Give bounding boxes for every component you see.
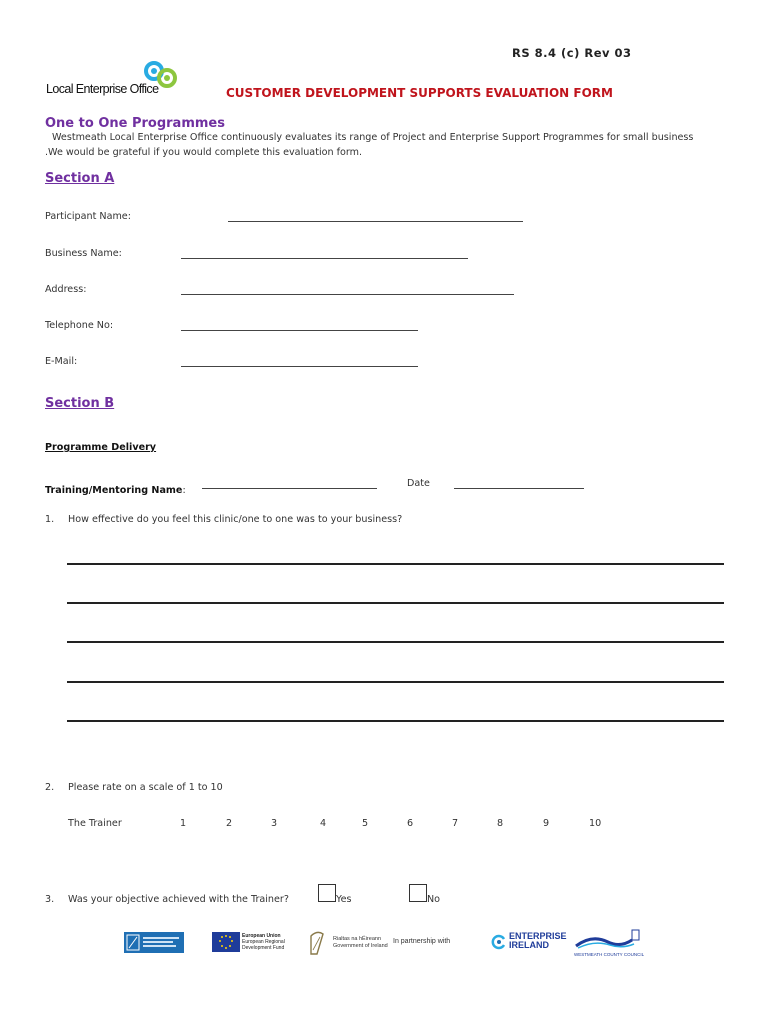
question-3-number: 3. — [45, 894, 55, 905]
section-b-title: Section B — [45, 396, 115, 411]
rating-option[interactable]: 7 — [452, 818, 459, 829]
email-field[interactable] — [181, 366, 418, 367]
programme-delivery-heading: Programme Delivery — [45, 442, 157, 453]
intro-paragraph — [45, 130, 693, 160]
rating-option[interactable]: 10 — [589, 818, 602, 829]
business-name-label: Business Name: — [45, 248, 122, 259]
answer-line-2[interactable] — [67, 602, 724, 604]
form-reference: RS 8.4 (c) Rev 03 — [512, 46, 632, 60]
section-a-title: Section A — [45, 171, 115, 186]
form-title: CUSTOMER DEVELOPMENT SUPPORTS EVALUATION FORM — [226, 86, 613, 100]
address-label: Address: — [45, 284, 87, 295]
participant-name-label: Participant Name: — [45, 211, 131, 222]
no-checkbox[interactable] — [409, 884, 427, 902]
telephone-field[interactable] — [181, 330, 418, 331]
date-field[interactable] — [454, 488, 584, 489]
mentor-colon: : — [182, 485, 186, 496]
no-label: No — [427, 894, 441, 905]
intro-line-2: .We would be grateful if you would complete this evaluation form. — [45, 147, 363, 158]
harp-icon — [308, 930, 326, 960]
mentor-name-field[interactable] — [202, 488, 377, 489]
eu-flag-icon — [212, 932, 240, 952]
ei-line-1: ENTERPRISE — [509, 931, 567, 941]
answer-line-5[interactable] — [67, 720, 724, 722]
question-1-text: How effective do you feel this clinic/one to one was to your business? — [68, 514, 403, 525]
question-3-text: Was your objective achieved with the Trainer? — [68, 894, 289, 905]
partnership-text: In partnership with — [393, 938, 451, 945]
rialtas-text — [333, 936, 388, 950]
eu-text — [242, 933, 285, 951]
rating-option[interactable]: 5 — [362, 818, 369, 829]
harp-icon — [124, 932, 184, 953]
eu-line-3: Development Fund — [242, 945, 285, 951]
rating-option[interactable]: 8 — [497, 818, 504, 829]
council-text: WESTMEATH COUNTY COUNCIL — [574, 952, 645, 957]
government-of-ireland-logo — [124, 932, 184, 953]
rating-option[interactable]: 4 — [320, 818, 327, 829]
mentor-label: Training/Mentoring Name — [45, 485, 183, 496]
rialtas-line-1: Rialtas na hÉireann — [333, 936, 382, 942]
eu-line-2: European Regional — [242, 939, 285, 945]
address-field[interactable] — [181, 294, 514, 295]
eu-line-1: European Union — [242, 933, 281, 939]
answer-line-1[interactable] — [67, 563, 724, 565]
date-label: Date — [407, 478, 430, 489]
rating-option[interactable]: 1 — [180, 818, 187, 829]
rating-option[interactable]: 2 — [226, 818, 233, 829]
programme-heading: One to One Programmes — [45, 116, 225, 131]
answer-line-4[interactable] — [67, 681, 724, 683]
enterprise-ireland-swirl-icon — [490, 934, 508, 954]
answer-line-3[interactable] — [67, 641, 724, 643]
rialtas-line-2: Government of Ireland — [333, 943, 388, 949]
trainer-label: The Trainer — [68, 818, 122, 829]
rating-option[interactable]: 9 — [543, 818, 550, 829]
rating-option[interactable]: 3 — [271, 818, 278, 829]
logo-wordmark: Local Enterprise Office — [46, 82, 159, 96]
question-1-number: 1. — [45, 514, 55, 525]
rating-option[interactable]: 6 — [407, 818, 414, 829]
enterprise-ireland-wordmark — [509, 932, 567, 950]
business-name-field[interactable] — [181, 258, 468, 259]
telephone-label: Telephone No: — [45, 320, 114, 331]
participant-name-field[interactable] — [228, 221, 523, 222]
yes-checkbox[interactable] — [318, 884, 336, 902]
mentor-row — [45, 478, 186, 497]
question-2-number: 2. — [45, 782, 55, 793]
question-2-text: Please rate on a scale of 1 to 10 — [68, 782, 223, 793]
email-label: E-Mail: — [45, 356, 78, 367]
intro-line-1: Westmeath Local Enterprise Office continuously evaluates its range of Project and Enterprise Support Programmes for small business — [52, 132, 694, 143]
ei-line-2: IRELAND — [509, 940, 549, 950]
yes-label: Yes — [336, 894, 352, 905]
